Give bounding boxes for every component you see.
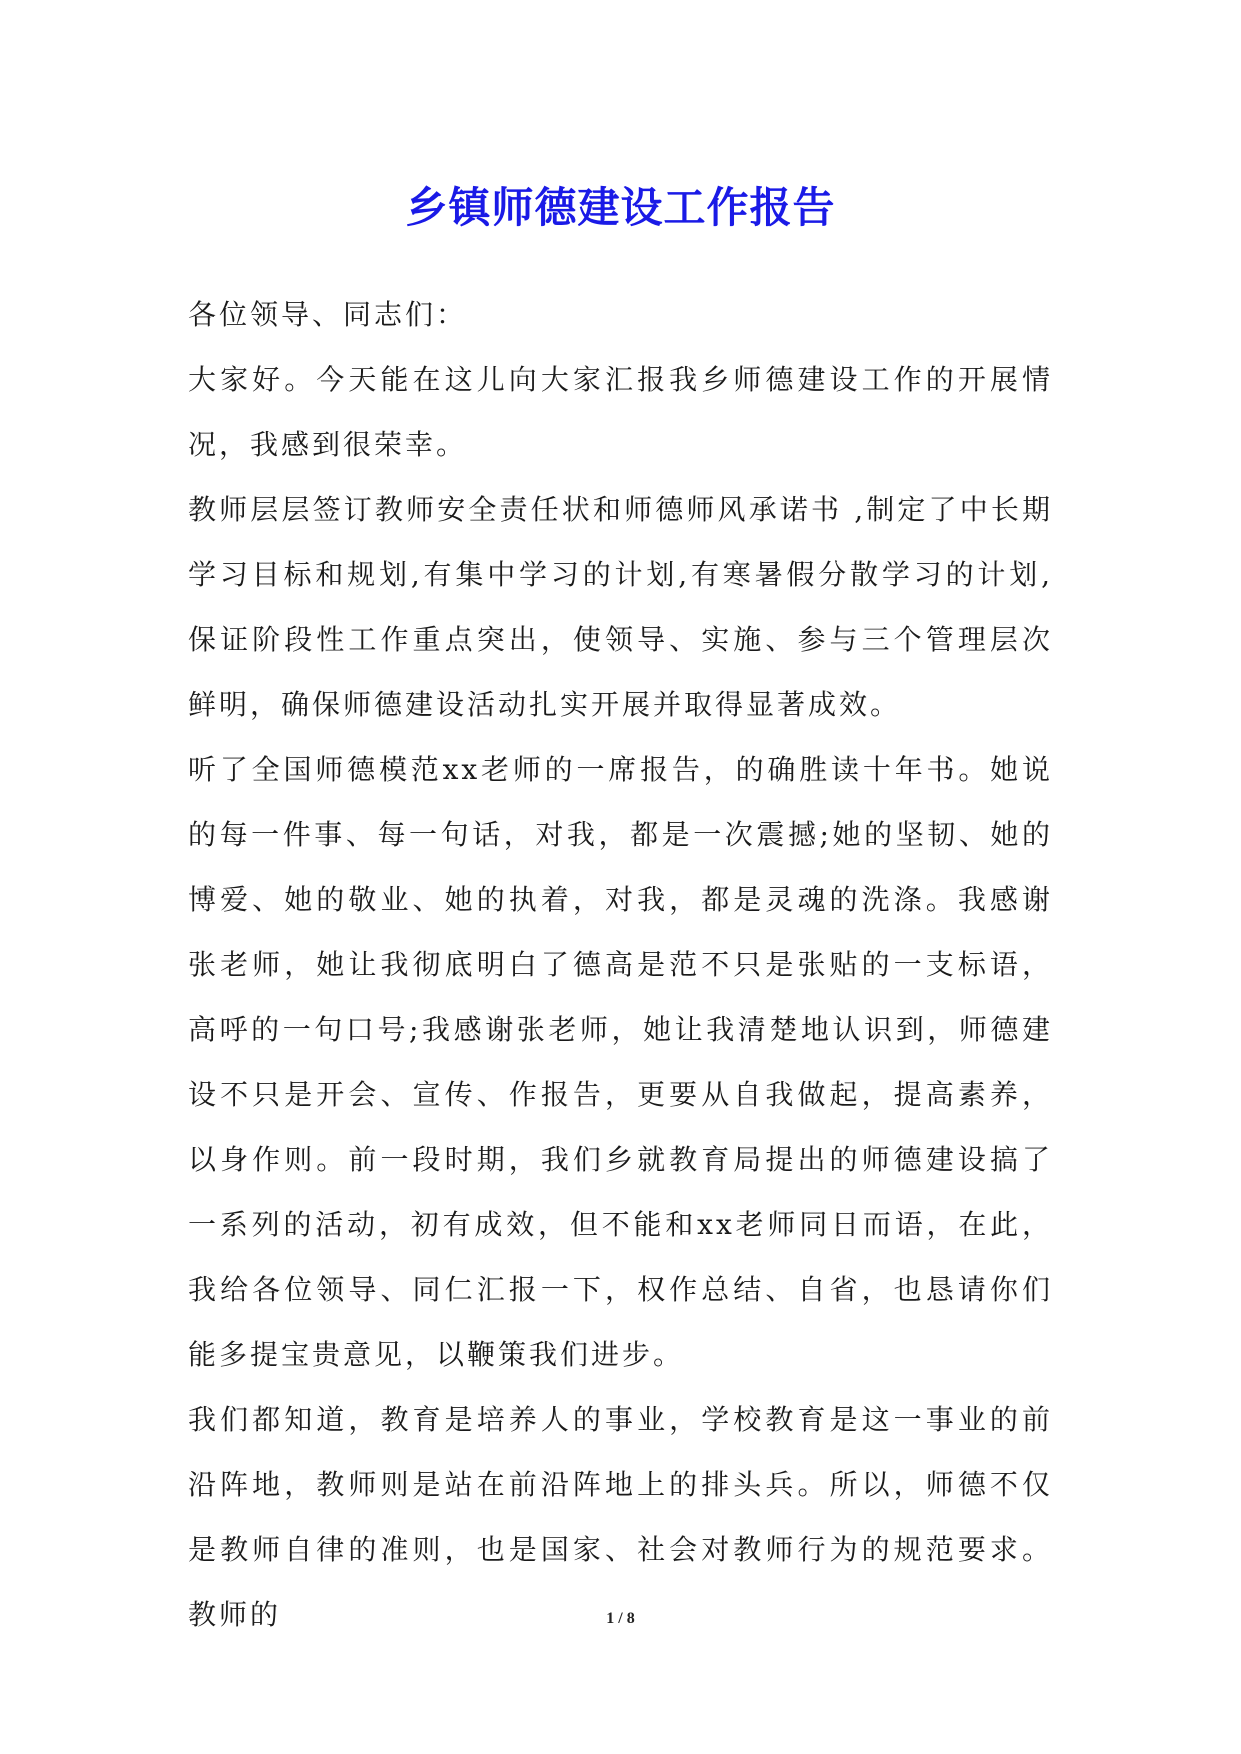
paragraph-greeting: 各位领导、同志们： <box>188 298 468 331</box>
paragraph-opening: 大家好。今天能在这儿向大家汇报我乡师德建设工作的开展情况，我感到很荣幸。 <box>188 363 1053 461</box>
paragraph-education: 我们都知道，教育是培养人的事业，学校教育是这一事业的前沿阵地，教师则是站在前沿阵地上的排头兵。所以，师德不仅是教师自律的准则，也是国家、社会对教师行为的规范要求。教师的 <box>188 1403 1053 1631</box>
paragraph-commitment: 教师层层签订教师安全责任状和师德师风承诺书 ,制定了中长期学习目标和规划,有集中学习的计划,有寒暑假分散学习的计划,保证阶段性工作重点突出，使领导、实施、参与三个管理层次鲜明，确保师德建设活动扎实开展并取得显著成效。 <box>188 493 1053 721</box>
paragraph-report: 听了全国师德模范xx老师的一席报告，的确胜读十年书。她说的每一件事、每一句话，对我，都是一次震撼;她的坚韧、她的博爱、她的敬业、她的执着，对我，都是灵魂的洗涤。我感谢张老师，她让我彻底明白了德高是范不只是张贴的一支标语，高呼的一句口号;我感谢张老师，她让我清楚地认识到，师德建设不只是开会、宣传、作报告，更要从自我做起，提高素养，以身作则。前一段时期，我们乡就教育局提出的师德建设搞了一系列的活动，初有成效，但不能和xx老师同日而语，在此，我给各位领导、同仁汇报一下，权作总结、自省，也恳请你们能多提宝贵意见，以鞭策我们进步。 <box>188 753 1053 1371</box>
document-body <box>188 282 1053 1647</box>
document-title: 乡镇师德建设工作报告 <box>405 183 836 233</box>
page-number: 1 / 8 <box>606 1610 635 1627</box>
